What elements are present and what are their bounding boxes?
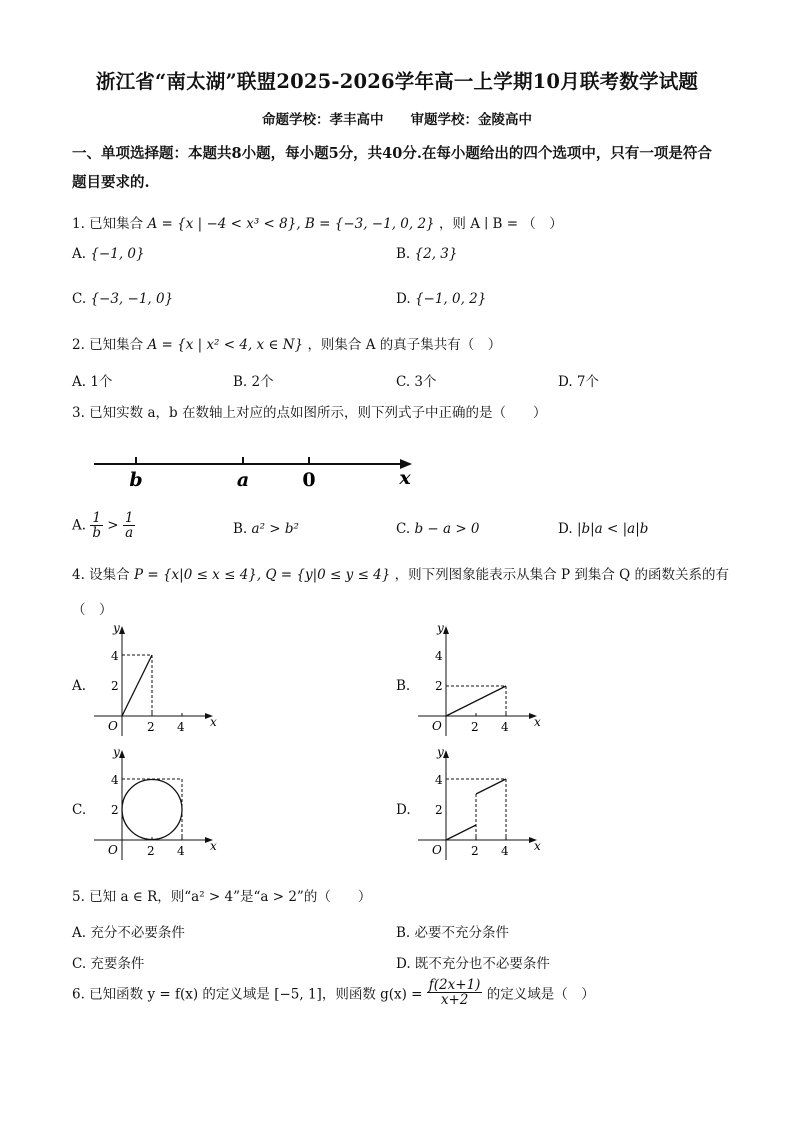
svg-text:x: x bbox=[210, 715, 217, 729]
svg-text:O: O bbox=[108, 843, 118, 857]
q3-option-a-label: A. bbox=[72, 517, 87, 534]
q6-fraction-num: f(2x+1) bbox=[428, 977, 481, 993]
svg-text:y: y bbox=[437, 621, 444, 635]
point-label-b: b bbox=[129, 469, 143, 491]
q2-option-b[interactable]: B. 2个 bbox=[233, 374, 274, 390]
q3-a-rhs-num: 1 bbox=[124, 510, 134, 526]
graph-b-segment bbox=[446, 686, 506, 716]
q4-sets: P = {x|0 ≤ x ≤ 4}, Q = {y|0 ≤ y ≤ 4} bbox=[133, 567, 391, 583]
q6-stem-suffix: 的定义域是（ ） bbox=[486, 986, 595, 1003]
q5-option-b[interactable]: B. 必要不充分条件 bbox=[396, 925, 510, 941]
svg-text:4: 4 bbox=[177, 844, 185, 858]
question-6 bbox=[72, 978, 595, 1007]
svg-text:O: O bbox=[108, 719, 118, 733]
question-2 bbox=[72, 333, 501, 353]
q3-option-a[interactable] bbox=[72, 511, 135, 540]
q1-option-d[interactable] bbox=[396, 291, 486, 307]
q2-set: A = {x | x² < 4, x ∈ N} bbox=[147, 337, 304, 353]
svg-text:2: 2 bbox=[471, 720, 479, 734]
q2-option-c[interactable]: C. 3个 bbox=[396, 374, 437, 390]
q4-stem-suffix: ，则下列图象能表示从集合 P 到集合 Q 的函数关系的有 bbox=[394, 567, 729, 583]
svg-text:4: 4 bbox=[111, 773, 119, 787]
q1-option-b-value: {2, 3} bbox=[414, 246, 458, 262]
q3-option-b[interactable] bbox=[233, 521, 299, 537]
svg-text:4: 4 bbox=[111, 649, 119, 663]
q1-option-b-label: B. bbox=[396, 246, 411, 262]
q4-option-b-label[interactable]: B. bbox=[396, 678, 411, 694]
svg-text:2: 2 bbox=[435, 679, 443, 693]
q4-graph-c bbox=[92, 744, 222, 862]
q2-option-d[interactable]: D. 7个 bbox=[558, 374, 600, 390]
svg-text:O: O bbox=[432, 843, 442, 857]
question-1 bbox=[72, 212, 563, 232]
graph-d-segment-1 bbox=[446, 825, 476, 840]
question-4 bbox=[72, 563, 729, 583]
svg-text:x: x bbox=[534, 839, 541, 853]
svg-text:2: 2 bbox=[435, 803, 443, 817]
q4-stem-prefix: 4. 设集合 bbox=[72, 567, 130, 583]
q1-stem-prefix: 1. 已知集合 bbox=[72, 216, 144, 232]
q3-option-d[interactable] bbox=[558, 521, 648, 537]
q3-option-d-value: |b|a < |a|b bbox=[576, 521, 649, 537]
svg-text:2: 2 bbox=[147, 720, 155, 734]
svg-text:2: 2 bbox=[111, 679, 119, 693]
svg-text:y: y bbox=[113, 745, 120, 759]
svg-text:4: 4 bbox=[501, 844, 509, 858]
svg-text:2: 2 bbox=[111, 803, 119, 817]
q1-stem-suffix: ，则 A ∣ B = （ ） bbox=[438, 216, 563, 232]
question-3: 3. 已知实数 a，b 在数轴上对应的点如图所示，则下列式子中正确的是（ ） bbox=[72, 405, 547, 421]
q2-stem-prefix: 2. 已知集合 bbox=[72, 337, 144, 353]
q1-option-d-label: D. bbox=[396, 291, 411, 307]
q4-option-c-label[interactable]: C. bbox=[72, 802, 87, 818]
svg-text:y: y bbox=[437, 745, 444, 759]
q3-a-lhs-num: 1 bbox=[92, 510, 101, 526]
q6-fraction-den: x+2 bbox=[440, 992, 469, 1009]
page-subtitle: 命题学校：孝丰高中 审题学校：金陵高中 bbox=[262, 112, 532, 128]
q3-a-lhs-fraction bbox=[90, 511, 103, 540]
q2-stem-suffix: ，则集合 A 的真子集共有（ ） bbox=[307, 337, 502, 353]
q3-option-c-value: b − a > 0 bbox=[414, 521, 480, 537]
svg-text:2: 2 bbox=[147, 844, 155, 858]
q5-option-d[interactable]: D. 既不充分也不必要条件 bbox=[396, 956, 550, 972]
svg-text:4: 4 bbox=[435, 649, 443, 663]
svg-text:2: 2 bbox=[471, 844, 479, 858]
number-line-figure bbox=[90, 448, 420, 494]
graph-c-circle bbox=[122, 780, 182, 840]
q2-option-a[interactable]: A. 1个 bbox=[72, 374, 113, 390]
q1-option-a-value: {−1, 0} bbox=[90, 246, 145, 262]
svg-text:4: 4 bbox=[435, 773, 443, 787]
q6-stem-prefix: 6. 已知函数 y = f(x) 的定义域是 [−5, 1]，则函数 g(x) = bbox=[72, 986, 423, 1003]
svg-text:4: 4 bbox=[177, 720, 185, 734]
q5-option-c[interactable]: C. 充要条件 bbox=[72, 956, 145, 972]
question-5: 5. 已知 a ∈ R，则“a² > 4”是“a > 2”的（ ） bbox=[72, 889, 372, 905]
q1-sets: A = {x | −4 < x³ < 8}, B = {−3, −1, 0, 2} bbox=[147, 216, 435, 232]
graph-d-segment-2 bbox=[476, 779, 506, 794]
q3-a-operator: > bbox=[107, 517, 119, 534]
q1-option-a[interactable] bbox=[72, 246, 145, 262]
q4-graph-b bbox=[416, 620, 546, 738]
q4-stem-parens: （ ） bbox=[72, 602, 113, 618]
q5-option-a[interactable]: A. 充分不必要条件 bbox=[72, 925, 185, 941]
svg-text:x: x bbox=[210, 839, 217, 853]
q1-option-c[interactable] bbox=[72, 291, 173, 307]
q3-a-rhs-den: a bbox=[125, 525, 134, 542]
q4-graph-a bbox=[92, 620, 222, 738]
q3-option-d-label: D. bbox=[558, 521, 573, 537]
q1-option-a-label: A. bbox=[72, 246, 87, 262]
q4-option-a-label[interactable]: A. bbox=[72, 678, 87, 694]
svg-text:4: 4 bbox=[501, 720, 509, 734]
q3-option-c-label: C. bbox=[396, 521, 411, 537]
svg-text:x: x bbox=[534, 715, 541, 729]
q1-option-c-label: C. bbox=[72, 291, 87, 307]
point-label-zero: 0 bbox=[302, 469, 316, 491]
svg-text:y: y bbox=[113, 621, 120, 635]
q4-graph-d bbox=[416, 744, 546, 862]
q3-a-rhs-fraction bbox=[123, 511, 136, 540]
q6-fraction bbox=[427, 978, 483, 1007]
q3-option-c[interactable] bbox=[396, 521, 480, 537]
q1-option-c-value: {−3, −1, 0} bbox=[90, 291, 174, 307]
q3-a-lhs-den: b bbox=[92, 525, 101, 542]
q3-option-b-value: a² > b² bbox=[251, 521, 299, 537]
q3-option-b-label: B. bbox=[233, 521, 248, 537]
page-title: 浙江省“南太湖”联盟2025-2026学年高一上学期10月联考数学试题 bbox=[95, 70, 699, 93]
axis-label-x: x bbox=[399, 467, 411, 489]
svg-text:O: O bbox=[432, 719, 442, 733]
q1-option-b[interactable] bbox=[396, 246, 457, 262]
graph-a-segment bbox=[122, 655, 152, 716]
point-label-a: a bbox=[236, 469, 250, 491]
section-heading: 一、单项选择题：本题共8小题，每小题5分，共40分.在每小题给出的四个选项中，只有一项是符合题目要求的. bbox=[72, 145, 712, 191]
q1-option-d-value: {−1, 0, 2} bbox=[414, 291, 487, 307]
q4-option-d-label[interactable]: D. bbox=[396, 802, 411, 818]
